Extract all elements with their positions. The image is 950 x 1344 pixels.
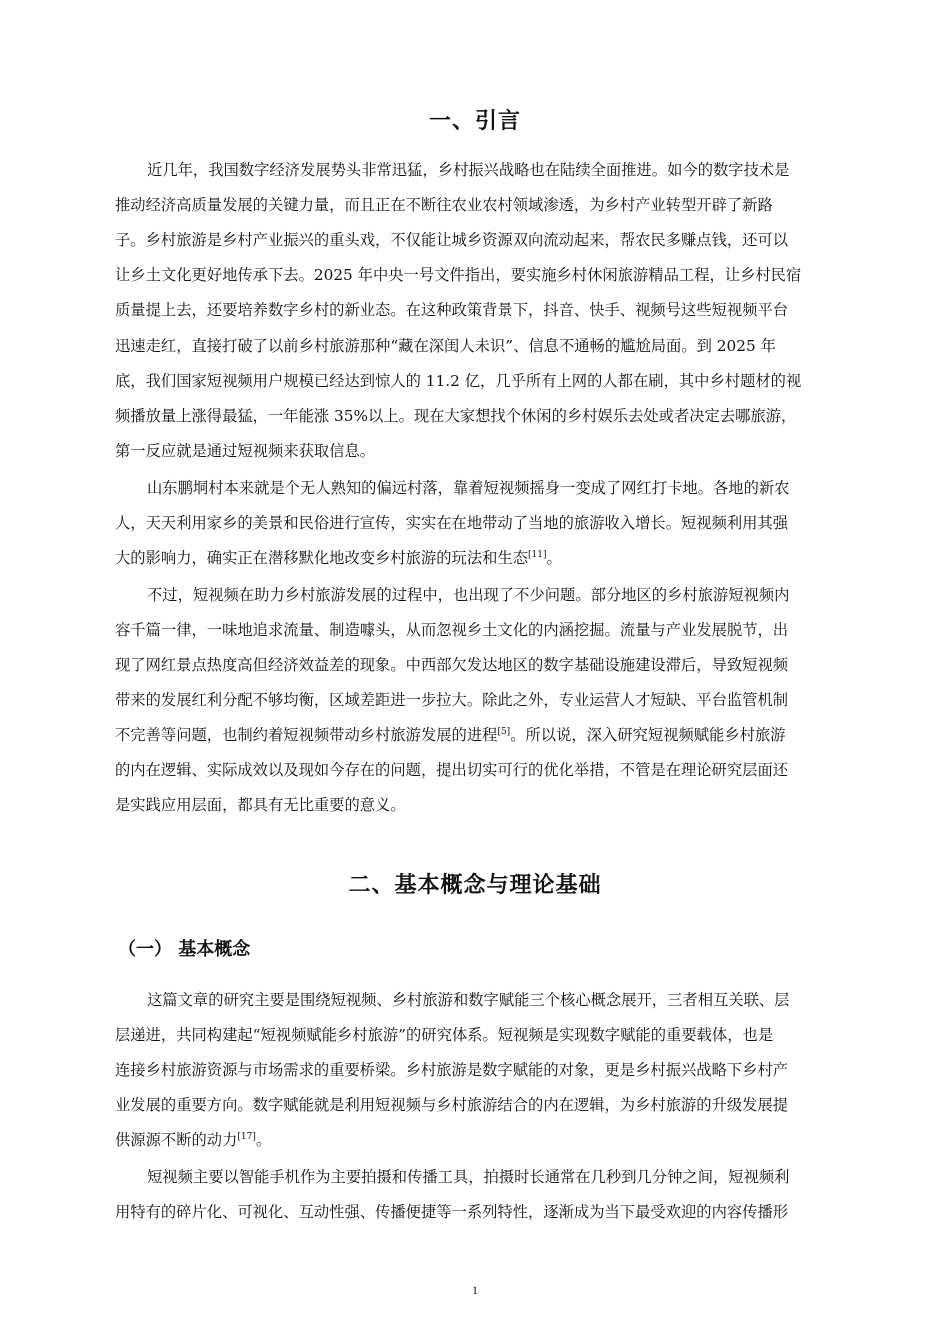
paragraph-line: 现了网红景点热度高但经济效益差的现象。中西部欠发达地区的数字基础设施建设滞后，导致短视频 [115,656,789,674]
paragraph-line: 带来的发展红利分配不够均衡，区域差距进一步拉大。除此之外，专业运营人才短缺、平台监管机制 [115,691,789,709]
section-title-concepts-theory: 二、基本概念与理论基础 [348,873,602,898]
paragraph-line [115,548,562,568]
paragraph-line [115,1130,271,1150]
citation-marker: [5] [497,727,511,737]
paragraph-line: 推动经济高质量发展的关键力量，而且正在不断往农业农村领域渗透，为乡村产业转型开辟了新路 [115,196,773,214]
paragraph-line: 质量提上去，还要培养数字乡村的新业态。在这种政策背景下，抖音、快手、视频号这些短视频平台 [115,301,789,319]
paragraph-line: 山东鹏垌村本来就是个无人熟知的偏远村落，靠着短视频摇身一变成了网红打卡地。各地的新农 [147,479,790,497]
subsection-title-basic-concepts: （一） 基本概念 [118,939,251,960]
section-title-introduction: 一、引言 [428,109,521,134]
paragraph-line: 是实践应用层面，都具有无比重要的意义。 [115,796,406,814]
paragraph-line: 层递进，共同构建起“短视频赋能乡村旅游”的研究体系。短视频是实现数字赋能的重要载体，也是 [115,1026,774,1044]
paragraph-line: 用特有的碎片化、可视化、互动性强、传播便捷等一系列特性，逐渐成为当下最受欢迎的内容传播形 [115,1203,789,1221]
paragraph-text: 不完善等问题，也制约着短视频带动乡村旅游发展的进程 [115,726,498,744]
paragraph-line: 近几年，我国数字经济发展势头非常迅猛，乡村振兴战略也在陆续全面推进。如今的数字技术是 [147,161,790,179]
page-number: 1 [472,1283,478,1297]
paragraph-line: 业发展的重要方向。数字赋能就是利用短视频与乡村旅游结合的内在逻辑，为乡村旅游的升级发展提 [115,1096,789,1114]
paragraph-line: 频播放量上涨得最猛，一年能涨 35%以上。现在大家想找个休闲的乡村娱乐去处或者决定去哪旅游， [115,407,797,425]
paragraph-line: 底，我们国家短视频用户规模已经达到惊人的 11.2 亿，几乎所有上网的人都在刷，其中乡村题材的视 [115,372,802,390]
paragraph-line: 人，天天利用家乡的美景和民俗进行宣传，实实在在地带动了当地的旅游收入增长。短视频利用其强 [115,514,789,532]
paragraph-line: 让乡土文化更好地传承下去。2025 年中央一号文件指出，要实施乡村休闲旅游精品工程，让乡村民宿 [115,266,802,284]
paragraph-line: 迅速走红，直接打破了以前乡村旅游那种“藏在深闺人未识”、信息不通畅的尴尬局面。到 2025 年 [115,337,776,355]
paragraph-line: 子。乡村旅游是乡村产业振兴的重头戏，不仅能让城乡资源双向流动起来，帮农民多赚点钱，还可以 [115,231,789,249]
paragraph-line: 第一反应就是通过短视频来获取信息。 [115,442,376,460]
paragraph-line: 连接乡村旅游资源与市场需求的重要桥梁。乡村旅游是数字赋能的对象，更是乡村振兴战略下乡村产 [115,1061,789,1079]
paragraph-text: 供源源不断的动力 [115,1131,238,1149]
paragraph-line [115,725,786,745]
paragraph-line: 短视频主要以智能手机作为主要拍摄和传播工具，拍摄时长通常在几秒到几分钟之间，短视频利 [147,1168,790,1186]
paragraph-text: 。所以说，深入研究短视频赋能乡村旅游 [510,726,786,744]
paragraph-punctuation: 。 [546,549,562,567]
paragraph-line: 不过，短视频在助力乡村旅游发展的过程中，也出现了不少问题。部分地区的乡村旅游短视频内 [147,586,790,604]
citation-marker: [11] [528,550,547,560]
citation-marker: [17] [237,1132,256,1142]
paragraph-line: 这篇文章的研究主要是围绕短视频、乡村旅游和数字赋能三个核心概念展开，三者相互关联、层 [147,991,790,1009]
paragraph-text: 大的影响力，确实正在潜移默化地改变乡村旅游的玩法和生态 [115,549,529,567]
paragraph-line: 的内在逻辑、实际成效以及现如今存在的问题，提出切实可行的优化举措，不管是在理论研究层面还 [115,761,789,779]
paragraph-punctuation: 。 [255,1131,272,1149]
paragraph-line: 容千篇一律，一味地追求流量、制造噱头，从而忽视乡土文化的内涵挖掘。流量与产业发展脱节，出 [115,621,789,639]
